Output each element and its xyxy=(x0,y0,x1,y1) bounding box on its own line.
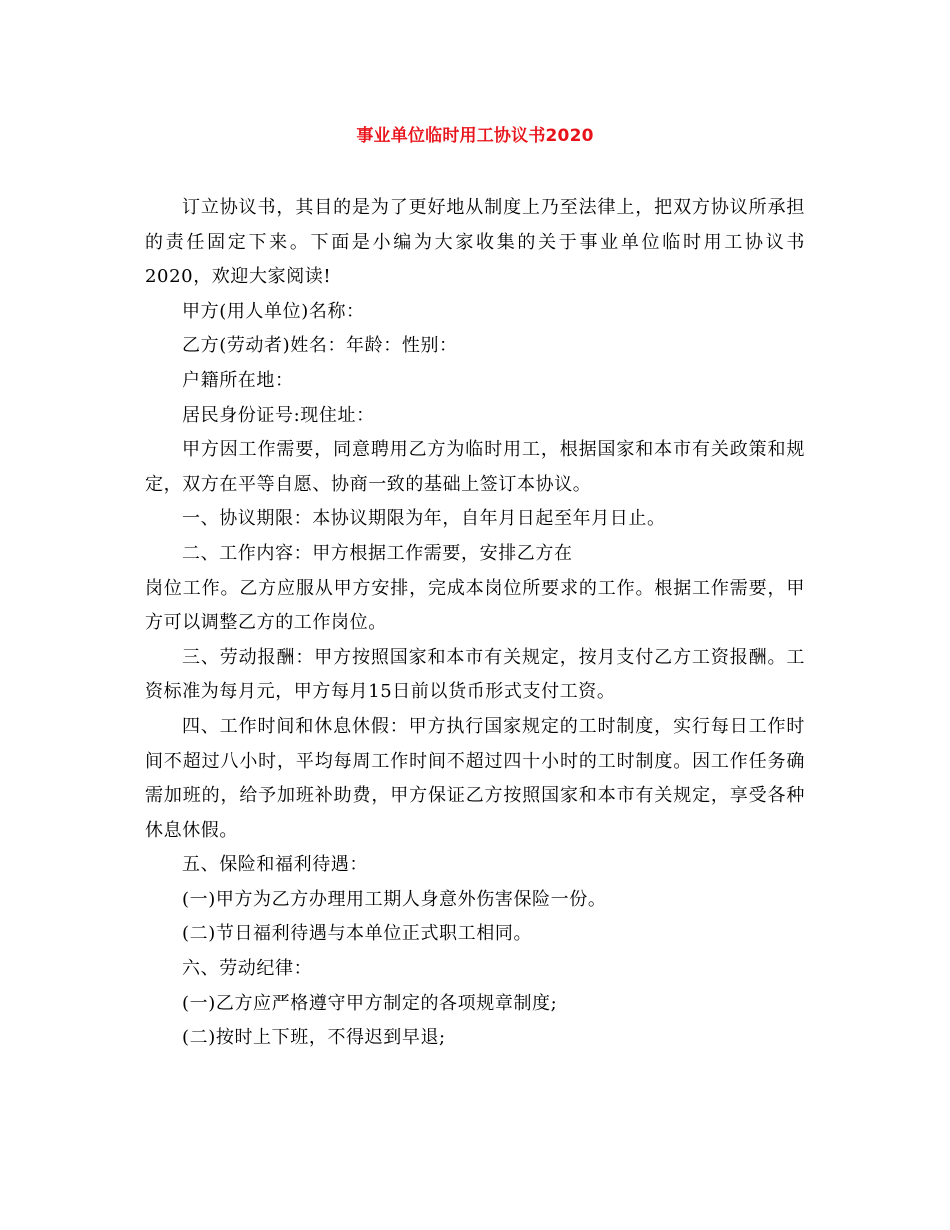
paragraph-clause-work-content-cont: 岗位工作。乙方应服从甲方安排，完成本岗位所要求的工作。根据工作需要，甲方可以调整乙方的工作岗位。 xyxy=(145,577,805,634)
paragraph-clause-term: 一、协议期限：本协议期限为年，自年月日起至年月日止。 xyxy=(182,508,666,530)
paragraph-household-registration: 户籍所在地： xyxy=(182,369,294,391)
paragraph-intro: 订立协议书，其目的是为了更好地从制度上乃至法律上，把双方协议所承担的责任固定下来。下面是小编为大家收集的关于事业单位临时用工协议书2020，欢迎大家阅读! xyxy=(145,197,805,288)
paragraph-discipline-item-2: (二)按时上下班，不得迟到早退; xyxy=(182,1027,446,1049)
paragraph-clause-insurance: 五、保险和福利待遇： xyxy=(182,854,368,876)
paragraph-party-b-info: 乙方(劳动者)姓名：年龄：性别： xyxy=(182,335,458,357)
document-body xyxy=(145,191,805,1056)
paragraph-preamble: 甲方因工作需要，同意聘用乙方为临时用工，根据国家和本市有关政策和规定，双方在平等自愿、协商一致的基础上签订本协议。 xyxy=(145,439,805,495)
paragraph-insurance-item-2: (二)节日福利待遇与本单位正式职工相同。 xyxy=(182,923,533,945)
document-title: 事业单位临时用工协议书2020 xyxy=(356,126,594,146)
paragraph-clause-remuneration: 三、劳动报酬：甲方按照国家和本市有关规定，按月支付乙方工资报酬。工资标准为每月元，甲方每月15日前以货币形式支付工资。 xyxy=(145,646,805,703)
paragraph-clause-working-hours: 四、工作时间和休息休假：甲方执行国家规定的工时制度，实行每日工作时间不超过八小时，平均每周工作时间不超过四十小时的工时制度。因工作任务确需加班的，给予加班补助费，甲方保证乙方按照国家和本市有关规定，享受各种休息休假。 xyxy=(145,715,805,841)
paragraph-clause-work-content: 二、工作内容：甲方根据工作需要，安排乙方在 xyxy=(182,542,573,564)
paragraph-insurance-item-1: (一)甲方为乙方办理用工期人身意外伤害保险一份。 xyxy=(182,888,607,910)
paragraph-clause-discipline: 六、劳动纪律： xyxy=(182,958,313,980)
paragraph-party-a-name: 甲方(用人单位)名称： xyxy=(182,300,365,322)
paragraph-id-address: 居民身份证号:现住址： xyxy=(182,404,375,426)
paragraph-discipline-item-1: (一)乙方应严格遵守甲方制定的各项规章制度; xyxy=(182,992,558,1014)
